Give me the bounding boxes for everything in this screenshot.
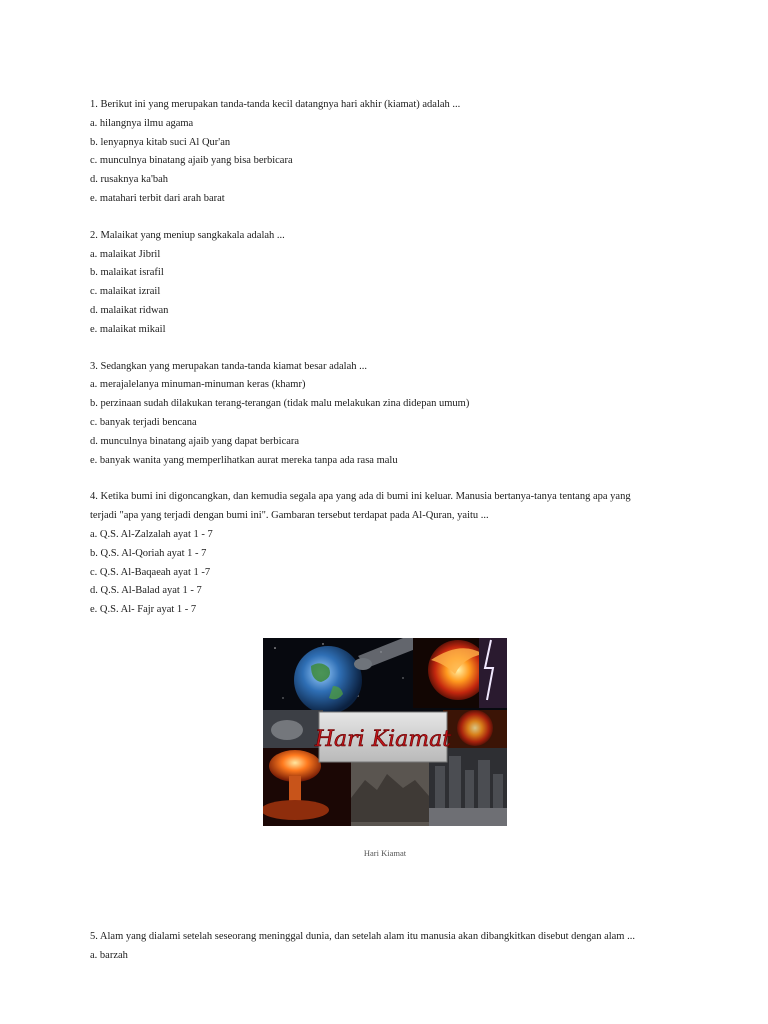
- answer-option: b. malaikat israfil: [90, 267, 164, 279]
- figure-caption: Hari Kiamat: [363, 847, 407, 858]
- question-2: [90, 227, 700, 340]
- answer-option: a. hilangnya ilmu agama: [90, 117, 194, 129]
- question-prompt-line-1: 4. Ketika bumi ini digoncangkan, dan kemudia segala apa yang ada di bumi ini keluar. Manusia bertanya-tanya tentang apa yang: [90, 491, 631, 503]
- question-1: [90, 96, 700, 209]
- answer-option: b. perzinaan sudah dilakukan terang-terangan (tidak malu melakukan zina didepan umum): [90, 398, 470, 410]
- answer-option: d. Q.S. Al-Balad ayat 1 - 7: [90, 585, 202, 597]
- answer-option: b. Q.S. Al-Qoriah ayat 1 - 7: [90, 547, 207, 559]
- hari-kiamat-collage-image: [263, 638, 507, 826]
- question-prompt: 1. Berikut ini yang merupakan tanda-tanda kecil datangnya hari akhir (kiamat) adalah ...: [90, 99, 461, 110]
- answer-option: d. munculnya binatang ajaib yang dapat berbicara: [90, 435, 300, 447]
- answer-option: a. merajalelanya minuman-minuman keras (khamr): [90, 379, 306, 391]
- answer-option: c. Q.S. Al-Baqaeah ayat 1 -7: [90, 566, 211, 578]
- figure-block: [90, 638, 700, 928]
- answer-option: c. malaikat izrail: [90, 286, 161, 298]
- document-page: [90, 96, 700, 984]
- answer-option: a. barzah: [90, 949, 128, 961]
- answer-option: e. matahari terbit dari arah barat: [90, 192, 225, 204]
- answer-option: e. Q.S. Al- Fajr ayat 1 - 7: [90, 604, 197, 616]
- question-4: [90, 488, 700, 620]
- question-prompt: 3. Sedangkan yang merupakan tanda-tanda kiamat besar adalah ...: [90, 360, 367, 372]
- question-3: [90, 358, 700, 471]
- answer-option: e. banyak wanita yang memperlihatkan aurat mereka tanpa ada rasa malu: [90, 454, 398, 466]
- question-5: [90, 928, 700, 966]
- answer-option: c. munculnya binatang ajaib yang bisa berbicara: [90, 155, 293, 167]
- answer-option: e. malaikat mikail: [90, 323, 166, 335]
- question-prompt-line-2: terjadi "apa yang terjadi dengan bumi ini". Gambaran tersebut terdapat pada Al-Quran, yaitu ...: [90, 510, 489, 522]
- answer-option: c. banyak terjadi bencana: [90, 416, 197, 428]
- question-prompt: 2. Malaikat yang meniup sangkakala adalah ...: [90, 229, 285, 241]
- answer-option: a. Q.S. Al-Zalzalah ayat 1 - 7: [90, 528, 213, 540]
- question-prompt: 5. Alam yang dialami setelah seseorang meninggal dunia, dan setelah alam itu manusia akan dibangkitkan disebut dengan alam ...: [90, 930, 635, 942]
- answer-option: b. lenyapnya kitab suci Al Qur'an: [90, 136, 231, 148]
- answer-option: a. malaikat Jibril: [90, 248, 161, 260]
- answer-option: d. rusaknya ka'bah: [90, 174, 168, 186]
- banner-title: Hari Kiamat: [314, 726, 452, 752]
- answer-option: d. malaikat ridwan: [90, 304, 169, 316]
